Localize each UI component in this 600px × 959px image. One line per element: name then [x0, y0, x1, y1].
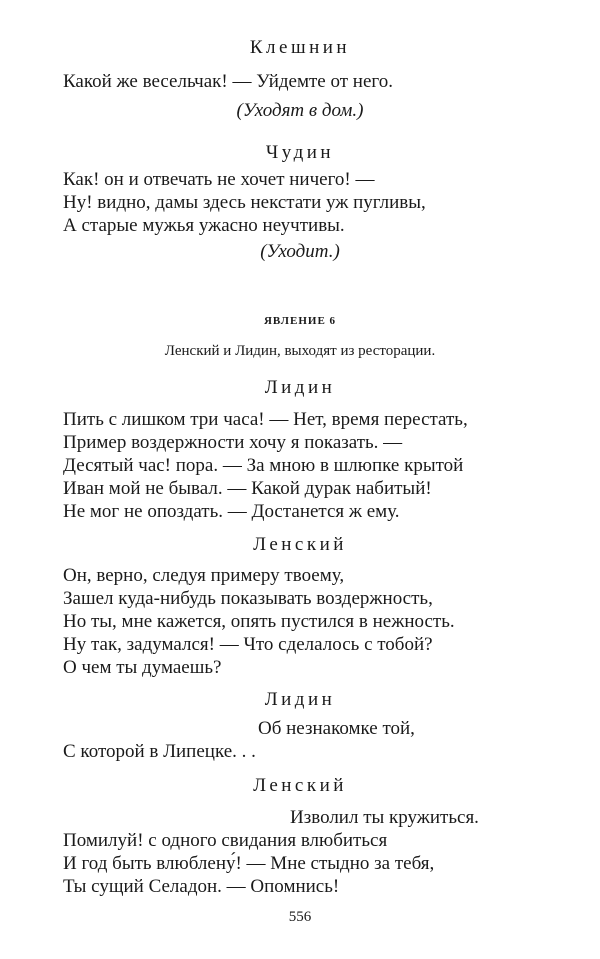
- verse-line: Помилуй! с одного свидания влюбиться: [63, 830, 388, 851]
- verse-line: Не мог не опоздать. — Достанется ж ему.: [63, 501, 400, 522]
- verse-line: Он, верно, следуя примеру твоему,: [63, 565, 345, 586]
- verse-line: И год быть влюблену́! — Мне стыдно за тебя,: [63, 853, 435, 874]
- verse-line: Ну! видно, дамы здесь некстати уж пугливы,: [63, 192, 426, 213]
- verse-line: Зашел куда-нибудь показывать воздержность,: [63, 588, 433, 609]
- speaker-lidin: Лидин: [264, 689, 336, 710]
- verse-line: Как! он и отвечать не хочет ничего! —: [63, 169, 375, 190]
- verse-line: Десятый час! пора. — За мною в шлюпке крытой: [63, 455, 464, 476]
- verse-line: С которой в Липецке. . .: [63, 741, 256, 762]
- verse-line: Пример воздержности хочу я показать. —: [63, 432, 403, 453]
- speaker-lensky: Ленский: [253, 775, 347, 796]
- stage-direction: (Уходит.): [260, 241, 340, 262]
- speaker-chudin: Чудин: [265, 142, 335, 163]
- verse-line: А старые мужья ужасно неучтивы.: [63, 215, 345, 236]
- verse-line: О чем ты думаешь?: [63, 657, 222, 678]
- page-number: 556: [288, 909, 312, 925]
- verse-line: Ну так, задумался! — Что сделалось с тобой?: [63, 634, 433, 655]
- verse-line: Иван мой не бывал. — Какой дурак набитый!: [63, 478, 432, 499]
- verse-line: Но ты, мне кажется, опять пустился в нежность.: [63, 611, 455, 632]
- speaker-lensky: Ленский: [253, 534, 347, 555]
- verse-line: Какой же весельчак! — Уйдемте от него.: [63, 71, 393, 92]
- speaker-lidin: Лидин: [264, 377, 336, 398]
- scene-title: ЯВЛЕНИЕ 6: [263, 315, 337, 327]
- verse-line: Пить с лишком три часа! — Нет, время перестать,: [63, 409, 468, 430]
- verse-line: Изволил ты кружиться.: [290, 807, 479, 828]
- scene-subtitle: Ленский и Лидин, выходят из ресторации.: [164, 343, 436, 359]
- stage-direction: (Уходят в дом.): [236, 100, 364, 121]
- speaker-kleshnin: Клешнин: [249, 37, 351, 58]
- verse-line: Об незнакомке той,: [258, 718, 415, 739]
- verse-line: Ты сущий Селадон. — Опомнись!: [63, 876, 340, 897]
